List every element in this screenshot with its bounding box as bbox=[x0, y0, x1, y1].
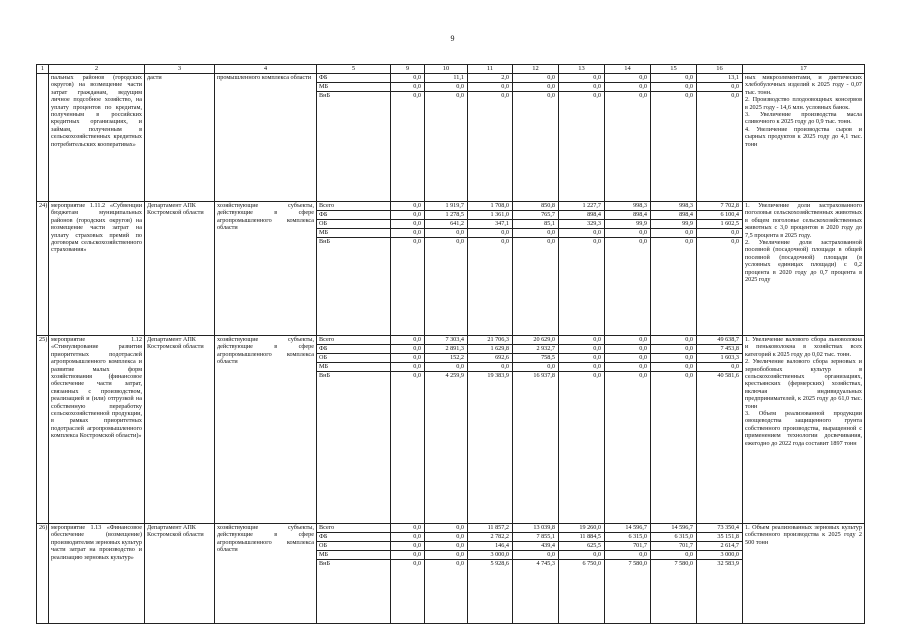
value-cell: 85,1 bbox=[513, 220, 559, 229]
value-cell: 1 602,5 bbox=[697, 220, 743, 229]
value-cell: 0,0 bbox=[391, 560, 425, 624]
value-cell: 0,0 bbox=[391, 551, 425, 560]
value-cell: 19 260,0 bbox=[559, 524, 605, 533]
row-number bbox=[37, 74, 49, 202]
value-cell: 0,0 bbox=[559, 551, 605, 560]
value-cell: 13 039,8 bbox=[513, 524, 559, 533]
value-cell: 0,0 bbox=[468, 229, 513, 238]
value-cell: 898,4 bbox=[605, 211, 651, 220]
expected-result: 1. Объем реализованных зерновых культур собственного производства к 2025 году 2 500 тонн bbox=[743, 524, 865, 624]
funding-source: ВнБ bbox=[317, 238, 391, 336]
value-cell: 0,0 bbox=[391, 211, 425, 220]
value-cell: 7 702,8 bbox=[697, 202, 743, 211]
value-cell: 0,0 bbox=[651, 92, 697, 202]
value-cell: 0,0 bbox=[425, 229, 468, 238]
value-cell: 765,7 bbox=[513, 211, 559, 220]
header-cell: 1 bbox=[37, 65, 49, 74]
header-cell: 3 bbox=[145, 65, 215, 74]
executor: Департамент АПК Костромской области bbox=[145, 202, 215, 336]
value-cell: 11 857,2 bbox=[468, 524, 513, 533]
participants: промышленного комплекса области bbox=[215, 74, 317, 202]
funding-source: Всего bbox=[317, 524, 391, 533]
value-cell: 99,9 bbox=[651, 220, 697, 229]
value-cell: 6 750,0 bbox=[559, 560, 605, 624]
value-cell: 0,0 bbox=[559, 92, 605, 202]
value-cell: 0,0 bbox=[425, 238, 468, 336]
funding-source: ВнБ bbox=[317, 560, 391, 624]
value-cell: 0,0 bbox=[513, 92, 559, 202]
value-cell: 898,4 bbox=[559, 211, 605, 220]
value-cell: 898,4 bbox=[651, 211, 697, 220]
value-cell: 14 596,7 bbox=[651, 524, 697, 533]
value-cell: 6 315,0 bbox=[651, 533, 697, 542]
page-number: 9 bbox=[450, 34, 455, 43]
value-cell: 19 383,9 bbox=[468, 372, 513, 524]
value-cell: 0,0 bbox=[391, 74, 425, 83]
value-cell: 3 000,0 bbox=[468, 551, 513, 560]
value-cell: 701,7 bbox=[651, 542, 697, 551]
value-cell: 998,3 bbox=[605, 202, 651, 211]
value-cell: 0,0 bbox=[559, 83, 605, 92]
value-cell: 0,0 bbox=[513, 238, 559, 336]
header-cell: 13 bbox=[559, 65, 605, 74]
header-cell: 12 bbox=[513, 65, 559, 74]
value-cell: 0,0 bbox=[651, 551, 697, 560]
value-cell: 49 638,7 bbox=[697, 336, 743, 345]
value-cell: 0,0 bbox=[605, 336, 651, 345]
value-cell: 7 580,0 bbox=[651, 560, 697, 624]
row-number: 26) bbox=[37, 524, 49, 624]
value-cell: 850,8 bbox=[513, 202, 559, 211]
value-cell: 5 928,6 bbox=[468, 560, 513, 624]
value-cell: 0,0 bbox=[559, 238, 605, 336]
value-cell: 0,0 bbox=[559, 345, 605, 354]
value-cell: 0,0 bbox=[697, 229, 743, 238]
value-cell: 0,0 bbox=[605, 229, 651, 238]
event-name: мероприятие 1.13 «Финансовое обеспечение (возмещение) производителям зерновых культур части затрат на производство и реализацию зерновых культур» bbox=[49, 524, 145, 624]
value-cell: 32 583,9 bbox=[697, 560, 743, 624]
value-cell: 6 100,4 bbox=[697, 211, 743, 220]
table-row bbox=[37, 336, 865, 345]
value-cell: 701,7 bbox=[605, 542, 651, 551]
value-cell: 0,0 bbox=[651, 238, 697, 336]
value-cell: 0,0 bbox=[391, 238, 425, 336]
header-cell: 11 bbox=[468, 65, 513, 74]
value-cell: 0,0 bbox=[391, 83, 425, 92]
value-cell: 0,0 bbox=[513, 363, 559, 372]
value-cell: 439,4 bbox=[513, 542, 559, 551]
value-cell: 21 706,3 bbox=[468, 336, 513, 345]
value-cell: 4 745,3 bbox=[513, 560, 559, 624]
value-cell: 0,0 bbox=[651, 336, 697, 345]
expected-result: 1. Увеличение доли застрахованного поголовья сельскохозяйственных животных в общем поголовье сельскохозяйственных животных с 3,0 процентов в 2020 году до 7,5 процента в 2025 году. 2. Увеличение доли застрахованной посевной (посадочной) площади в общей посевной (посадочной) площади (в условных единицах площади) с 0,2 процента в 2020 году до 0,7 процента в 2025 году bbox=[743, 202, 865, 336]
value-cell: 0,0 bbox=[391, 92, 425, 202]
value-cell: 0,0 bbox=[559, 354, 605, 363]
executor: Департамент АПК Костромской области bbox=[145, 524, 215, 624]
value-cell: 0,0 bbox=[559, 74, 605, 83]
table-row bbox=[37, 202, 865, 211]
header-cell: 17 bbox=[743, 65, 865, 74]
value-cell: 1 278,5 bbox=[425, 211, 468, 220]
value-cell: 0,0 bbox=[559, 229, 605, 238]
funding-source: ФБ bbox=[317, 74, 391, 83]
value-cell: 0,0 bbox=[651, 345, 697, 354]
header-cell: 4 bbox=[215, 65, 317, 74]
funding-source: ОБ bbox=[317, 354, 391, 363]
table-row bbox=[37, 524, 865, 533]
value-cell: 0,0 bbox=[513, 83, 559, 92]
value-cell: 2 614,7 bbox=[697, 542, 743, 551]
value-cell: 0,0 bbox=[651, 229, 697, 238]
value-cell: 0,0 bbox=[513, 551, 559, 560]
value-cell: 0,0 bbox=[651, 83, 697, 92]
funding-source: ВнБ bbox=[317, 372, 391, 524]
event-name: пальных районов (городских округов) на возмещение части затрат гражданам, ведущим личное подсобное хозяйство, на уплату процентов по кредитам, полученным в российских кредитных организациях, и займам, полученным в сельскохозяйственных кредитных потребительских кооперативах» bbox=[49, 74, 145, 202]
value-cell: 0,0 bbox=[513, 74, 559, 83]
funding-source: МБ bbox=[317, 551, 391, 560]
value-cell: 0,0 bbox=[605, 83, 651, 92]
value-cell: 20 629,0 bbox=[513, 336, 559, 345]
value-cell: 73 350,4 bbox=[697, 524, 743, 533]
value-cell: 35 151,8 bbox=[697, 533, 743, 542]
value-cell: 11 884,5 bbox=[559, 533, 605, 542]
value-cell: 0,0 bbox=[425, 363, 468, 372]
executor: дасти bbox=[145, 74, 215, 202]
value-cell: 0,0 bbox=[513, 229, 559, 238]
value-cell: 998,3 bbox=[651, 202, 697, 211]
value-cell: 0,0 bbox=[605, 551, 651, 560]
value-cell: 0,0 bbox=[391, 542, 425, 551]
value-cell: 4 259,9 bbox=[425, 372, 468, 524]
value-cell: 0,0 bbox=[391, 372, 425, 524]
value-cell: 2 891,3 bbox=[425, 345, 468, 354]
participants: хозяйствующие субъекты, действующие в сфере агропромышленного комплекса области bbox=[215, 202, 317, 336]
value-cell: 146,4 bbox=[468, 542, 513, 551]
value-cell: 7 580,0 bbox=[605, 560, 651, 624]
value-cell: 0,0 bbox=[468, 92, 513, 202]
value-cell: 0,0 bbox=[391, 202, 425, 211]
value-cell: 40 581,6 bbox=[697, 372, 743, 524]
value-cell: 0,0 bbox=[559, 336, 605, 345]
header-cell: 10 bbox=[425, 65, 468, 74]
value-cell: 0,0 bbox=[425, 524, 468, 533]
executor: Департамент АПК Костромской области bbox=[145, 336, 215, 524]
table-row bbox=[37, 74, 865, 83]
value-cell: 0,0 bbox=[425, 92, 468, 202]
row-number: 24) bbox=[37, 202, 49, 336]
value-cell: 0,0 bbox=[425, 542, 468, 551]
value-cell: 2 932,7 bbox=[513, 345, 559, 354]
header-cell: 16 bbox=[697, 65, 743, 74]
value-cell: 0,0 bbox=[605, 74, 651, 83]
value-cell: 16 937,8 bbox=[513, 372, 559, 524]
value-cell: 0,0 bbox=[468, 238, 513, 336]
program-table bbox=[36, 64, 865, 624]
event-name: мероприятие 1.12 «Стимулирование развития приоритетных подотраслей агропромышленного комплекса и развитие малых форм хозяйствования (финансовое обеспечение части затрат, связанных с производством, реализацией и (или) отгрузкой на собственную переработку сельскохозяйственной продукции, в рамках приоритетных подотраслей агропромышленного комплекса Костромской области)» bbox=[49, 336, 145, 524]
expected-result: 1. Увеличение валового сбора льноволокна и пеньковолокна в хозяйствах всех категорий к 2025 году до 0,02 тыс. тонн. 2. Увеличение валового сбора зерновых и зернобобовых культур в сельскохозяйственных организациях, крестьянских (фермерских) хозяйствах, включая индивидуальных предпринимателей, к 2025 году до 61,0 тыс. тонн 3. Объем реализованной продукции овощеводства защищенного грунта собственного производства, выращенной с применением технологии досвечивания, ежегодно до 2022 года составит 1897 тонн bbox=[743, 336, 865, 524]
funding-source: Всего bbox=[317, 336, 391, 345]
funding-source: ОБ bbox=[317, 220, 391, 229]
value-cell: 0,0 bbox=[697, 92, 743, 202]
funding-source: МБ bbox=[317, 83, 391, 92]
value-cell: 0,0 bbox=[651, 74, 697, 83]
value-cell: 1 227,7 bbox=[559, 202, 605, 211]
value-cell: 0,0 bbox=[391, 363, 425, 372]
funding-source: Всего bbox=[317, 202, 391, 211]
funding-source: ФБ bbox=[317, 533, 391, 542]
header-cell: 5 bbox=[317, 65, 391, 74]
value-cell: 7 303,4 bbox=[425, 336, 468, 345]
funding-source: МБ bbox=[317, 229, 391, 238]
value-cell: 99,9 bbox=[605, 220, 651, 229]
funding-source: ОБ bbox=[317, 542, 391, 551]
participants: хозяйствующие субъекты, действующие в сфере агропромышленного комплекса области bbox=[215, 524, 317, 624]
header-cell: 9 bbox=[391, 65, 425, 74]
funding-source: ФБ bbox=[317, 345, 391, 354]
value-cell: 0,0 bbox=[605, 372, 651, 524]
value-cell: 0,0 bbox=[697, 83, 743, 92]
value-cell: 7 855,1 bbox=[513, 533, 559, 542]
value-cell: 11,1 bbox=[425, 74, 468, 83]
expected-result: ных микроэлементами, и диетических хлебобулочных изделий к 2025 году - 0,07 тыс. тонн. 2. Производство плодоовощных консервов в 2025 году - 14,6 млн. условных банок. 3. Увеличение производства масла сливочного к 2025 году до 0,9 тыс. тонн. 4. Увеличение производства сыров и сырных продуктов к 2025 году до 4,1 тыс. тонн bbox=[743, 74, 865, 202]
value-cell: 0,0 bbox=[605, 354, 651, 363]
value-cell: 692,6 bbox=[468, 354, 513, 363]
value-cell: 0,0 bbox=[391, 354, 425, 363]
value-cell: 0,0 bbox=[391, 533, 425, 542]
value-cell: 3 000,0 bbox=[697, 551, 743, 560]
value-cell: 0,0 bbox=[468, 83, 513, 92]
value-cell: 0,0 bbox=[605, 345, 651, 354]
value-cell: 13,1 bbox=[697, 74, 743, 83]
header-row bbox=[37, 65, 865, 74]
value-cell: 7 453,8 bbox=[697, 345, 743, 354]
header-cell: 2 bbox=[49, 65, 145, 74]
header-cell: 15 bbox=[651, 65, 697, 74]
value-cell: 6 315,0 bbox=[605, 533, 651, 542]
value-cell: 14 596,7 bbox=[605, 524, 651, 533]
value-cell: 1 603,3 bbox=[697, 354, 743, 363]
event-name: мероприятие 1.11.2 «Субвенции бюджетам муниципальных районов (городских округов) на возмещение части затрат на уплату страховых премий по договорам сельскохозяйственного страхования» bbox=[49, 202, 145, 336]
value-cell: 0,0 bbox=[425, 83, 468, 92]
value-cell: 1 361,0 bbox=[468, 211, 513, 220]
value-cell: 0,0 bbox=[651, 363, 697, 372]
value-cell: 625,5 bbox=[559, 542, 605, 551]
value-cell: 0,0 bbox=[605, 92, 651, 202]
value-cell: 0,0 bbox=[425, 551, 468, 560]
row-number: 25) bbox=[37, 336, 49, 524]
value-cell: 1 629,8 bbox=[468, 345, 513, 354]
value-cell: 0,0 bbox=[697, 363, 743, 372]
funding-source: ФБ bbox=[317, 211, 391, 220]
value-cell: 1 708,0 bbox=[468, 202, 513, 211]
value-cell: 0,0 bbox=[605, 238, 651, 336]
value-cell: 2 782,2 bbox=[468, 533, 513, 542]
value-cell: 347,1 bbox=[468, 220, 513, 229]
funding-source: МБ bbox=[317, 363, 391, 372]
value-cell: 0,0 bbox=[391, 345, 425, 354]
funding-source: ВнБ bbox=[317, 92, 391, 202]
value-cell: 0,0 bbox=[651, 354, 697, 363]
value-cell: 2,0 bbox=[468, 74, 513, 83]
value-cell: 0,0 bbox=[559, 372, 605, 524]
value-cell: 0,0 bbox=[425, 533, 468, 542]
value-cell: 0,0 bbox=[697, 238, 743, 336]
value-cell: 758,5 bbox=[513, 354, 559, 363]
value-cell: 0,0 bbox=[391, 524, 425, 533]
value-cell: 0,0 bbox=[391, 220, 425, 229]
value-cell: 641,2 bbox=[425, 220, 468, 229]
value-cell: 0,0 bbox=[605, 363, 651, 372]
value-cell: 152,2 bbox=[425, 354, 468, 363]
value-cell: 0,0 bbox=[559, 363, 605, 372]
header-cell: 14 bbox=[605, 65, 651, 74]
value-cell: 0,0 bbox=[651, 372, 697, 524]
participants: хозяйствующие субъекты, действующие в сфере агропромышленного комплекса области bbox=[215, 336, 317, 524]
value-cell: 0,0 bbox=[425, 560, 468, 624]
value-cell: 0,0 bbox=[391, 336, 425, 345]
value-cell: 1 919,7 bbox=[425, 202, 468, 211]
value-cell: 0,0 bbox=[468, 363, 513, 372]
value-cell: 329,3 bbox=[559, 220, 605, 229]
value-cell: 0,0 bbox=[391, 229, 425, 238]
